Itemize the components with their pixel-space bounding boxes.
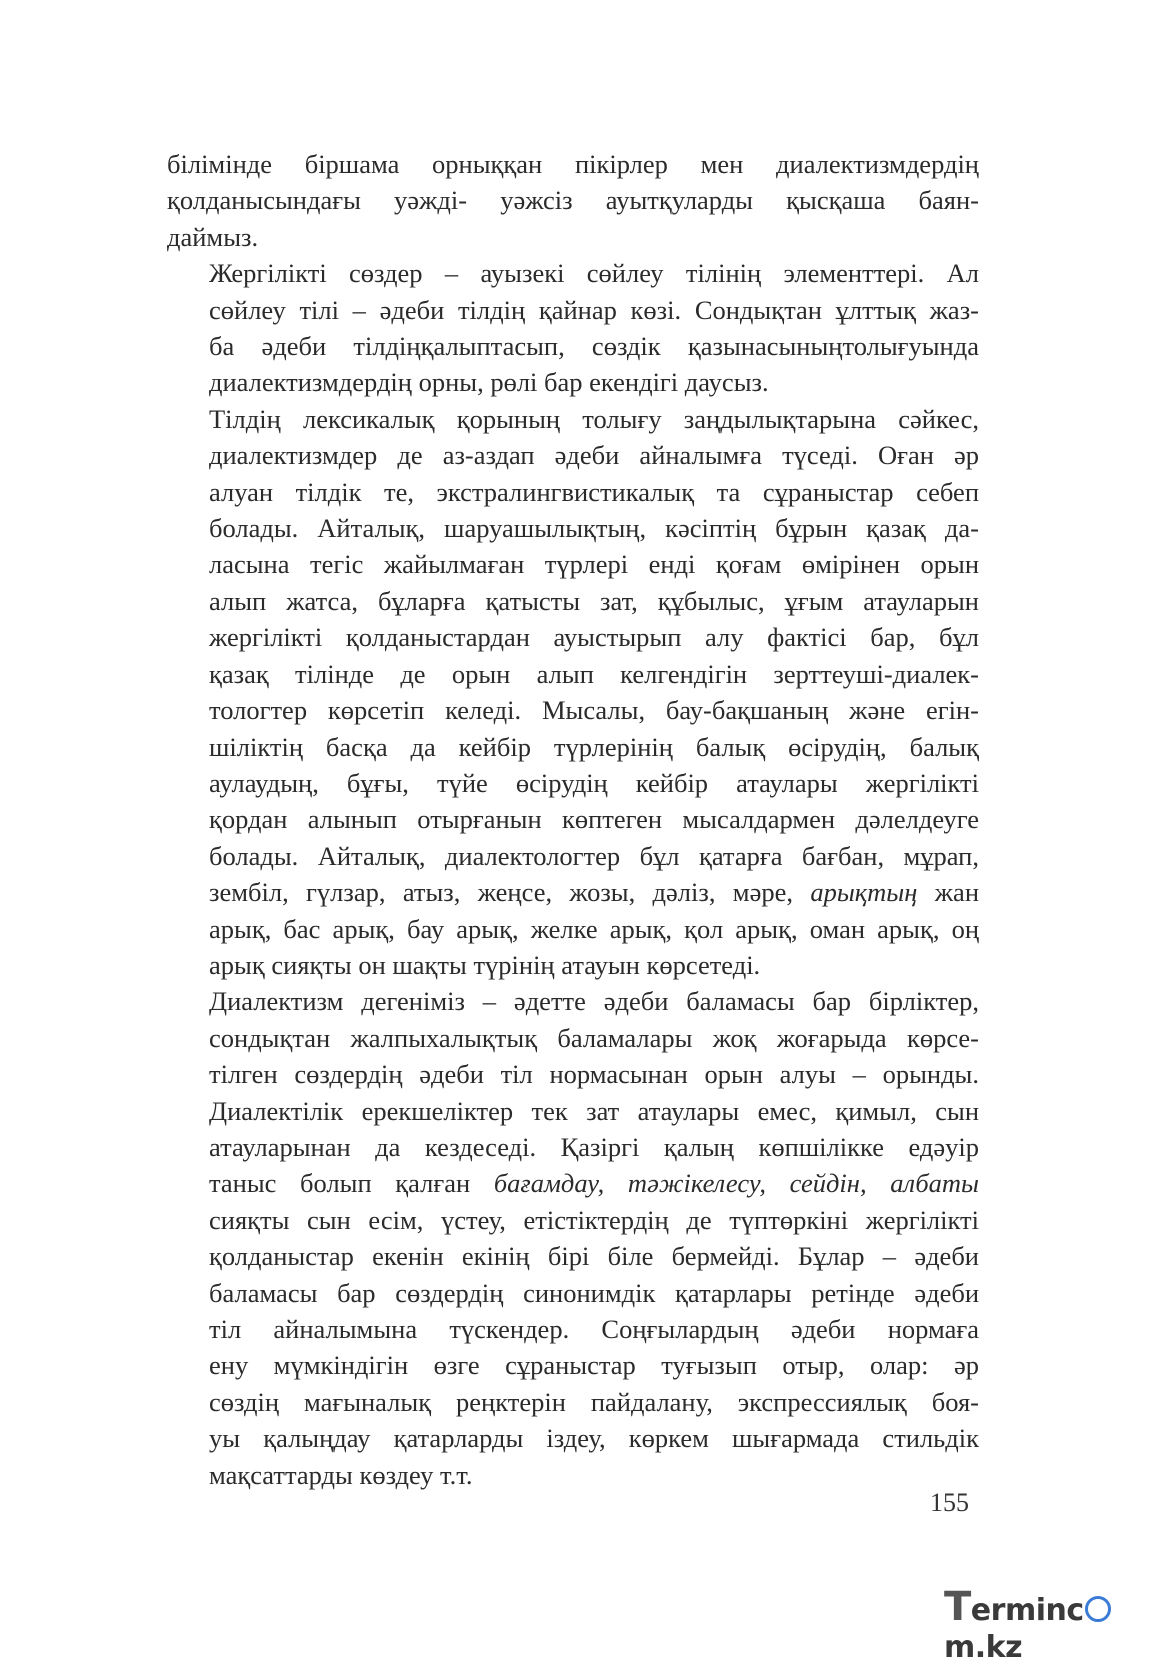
text-line: баламасы бар сөздердің синонимдік қатарлары ретінде әдеби bbox=[209, 1277, 979, 1308]
globe-icon bbox=[1085, 1596, 1111, 1622]
text-line: Диалектизм дегеніміз – әдетте әдеби баламасы бар бірліктер, bbox=[209, 986, 979, 1017]
text-line: тілген сөздердің әдеби тіл нормасынан орын алуы – орынды. bbox=[209, 1059, 979, 1090]
text-line: болады. Айталық, шаруашылықтың, кәсіптің бұрын қазақ да- bbox=[209, 513, 979, 544]
text-line: қазақ тілінде де орын алып келгендігін зерттеуші-диалек- bbox=[209, 658, 979, 689]
paragraph-3 bbox=[167, 401, 979, 984]
text-line: білімінде біршама орныққан пікірлер мен диалектизмдердің bbox=[167, 149, 979, 179]
text-line: диалектизмдердің орны, рөлі бар екендігі даусыз. bbox=[209, 367, 769, 398]
text-line: алып жатса, бұларға қатысты зат, құбылыс, ұғым атауларын bbox=[209, 585, 979, 616]
paragraph-4 bbox=[167, 983, 979, 1493]
text-line: қолданыстар екенін екінің бірі біле бермейді. Бұлар – әдеби bbox=[209, 1241, 979, 1272]
text-line: сияқты сын есім, үстеу, етістіктердің де түптөркіні жергілікті bbox=[209, 1204, 979, 1235]
text-line: мақсаттарды көздеу т.т. bbox=[209, 1459, 473, 1490]
text-line: сөздің мағыналық реңктерін пайдалану, экспрессиялық боя- bbox=[209, 1386, 979, 1417]
text-line: тологтер көрсетіп келеді. Мысалы, бау-бақшаның және егін- bbox=[209, 695, 979, 726]
text-line: Тілдің лексикалық қорының толығу заңдылықтарына сәйкес, bbox=[209, 403, 979, 434]
text-line: сөйлеу тілі – әдеби тілдің қайнар көзі. Сондықтан ұлттық жаз- bbox=[209, 294, 979, 325]
watermark-suffix: m.kz bbox=[944, 1630, 1023, 1665]
italic-term: бағамдау, тәжікелесу, сейдін, албаты bbox=[493, 1168, 979, 1199]
text-line: таныс болып қалған бағамдау, тәжікелесу, сейдін, албаты bbox=[209, 1168, 979, 1199]
page-body bbox=[167, 146, 979, 1493]
watermark-prefix: T bbox=[944, 1584, 971, 1630]
text-line: аулаудың, бұғы, түйе өсірудің кейбір атаулары жергілікті bbox=[209, 767, 979, 798]
text-line: ену мүмкіндігін өзге сұраныстар туғызып отыр, олар: әр bbox=[209, 1350, 979, 1381]
paragraph-1 bbox=[167, 146, 979, 255]
text-line: Диалектілік ерекшеліктер тек зат атаулары емес, қимыл, сын bbox=[209, 1095, 979, 1126]
text-line: алуан тілдік те, экстралингвистикалық та сұраныстар себеп bbox=[209, 476, 979, 507]
text-line: зембіл, гүлзар, атыз, жеңсе, жозы, дәліз, мәре, арықтың жан bbox=[209, 877, 979, 908]
text-line: даймыз. bbox=[167, 221, 259, 252]
watermark-logo bbox=[944, 1584, 1149, 1665]
page-number: 155 bbox=[930, 1488, 969, 1517]
text-line: Жергілікті сөздер – ауызекі сөйлеу тілінің элементтері. Ал bbox=[209, 258, 979, 289]
text-line: арық сияқты он шақты түрінің атауын көрсетеді. bbox=[209, 949, 761, 980]
text-line: ба әдеби тілдіңқалыптасып, сөздік қазынасыныңтолығуында bbox=[209, 331, 979, 362]
watermark-middle: erminc bbox=[970, 1593, 1084, 1628]
text-line: қордан алынып отырғанын көптеген мысалдармен дәлелдеуге bbox=[209, 804, 979, 835]
text-line: ласына тегіс жайылмаған түрлері енді қоғам өмірінен орын bbox=[209, 549, 979, 580]
text-line: арық, бас арық, бау арық, желке арық, қол арық, оман арық, оң bbox=[209, 913, 979, 944]
text-line: шіліктің басқа да кейбір түрлерінің балық өсірудің, балық bbox=[209, 731, 979, 762]
text-line: сондықтан жалпыхалықтық баламалары жоқ жоғарыда көрсе- bbox=[209, 1022, 979, 1053]
text-line: болады. Айталық, диалектологтер бұл қатарға бағбан, мұрап, bbox=[209, 840, 979, 871]
italic-term: арықтың bbox=[810, 877, 918, 908]
paragraph-2 bbox=[167, 255, 979, 401]
text-line: атауларынан да кездеседі. Қазіргі қалың көпшілікке едәуір bbox=[209, 1131, 979, 1162]
text-line: қолданысындағы уәжді- уәжсіз ауытқуларды қысқаша баян- bbox=[167, 185, 979, 216]
text-line: диалектизмдер де аз-аздап әдеби айналымға түседі. Оған әр bbox=[209, 440, 979, 471]
text-line: уы қалыңдау қатарларды іздеу, көркем шығармада стильдік bbox=[209, 1423, 979, 1454]
text-line: жергілікті қолданыстардан ауыстырып алу фактісі бар, бұл bbox=[209, 622, 979, 653]
text-line: тіл айналымына түскендер. Соңғылардың әдеби нормаға bbox=[209, 1314, 979, 1344]
